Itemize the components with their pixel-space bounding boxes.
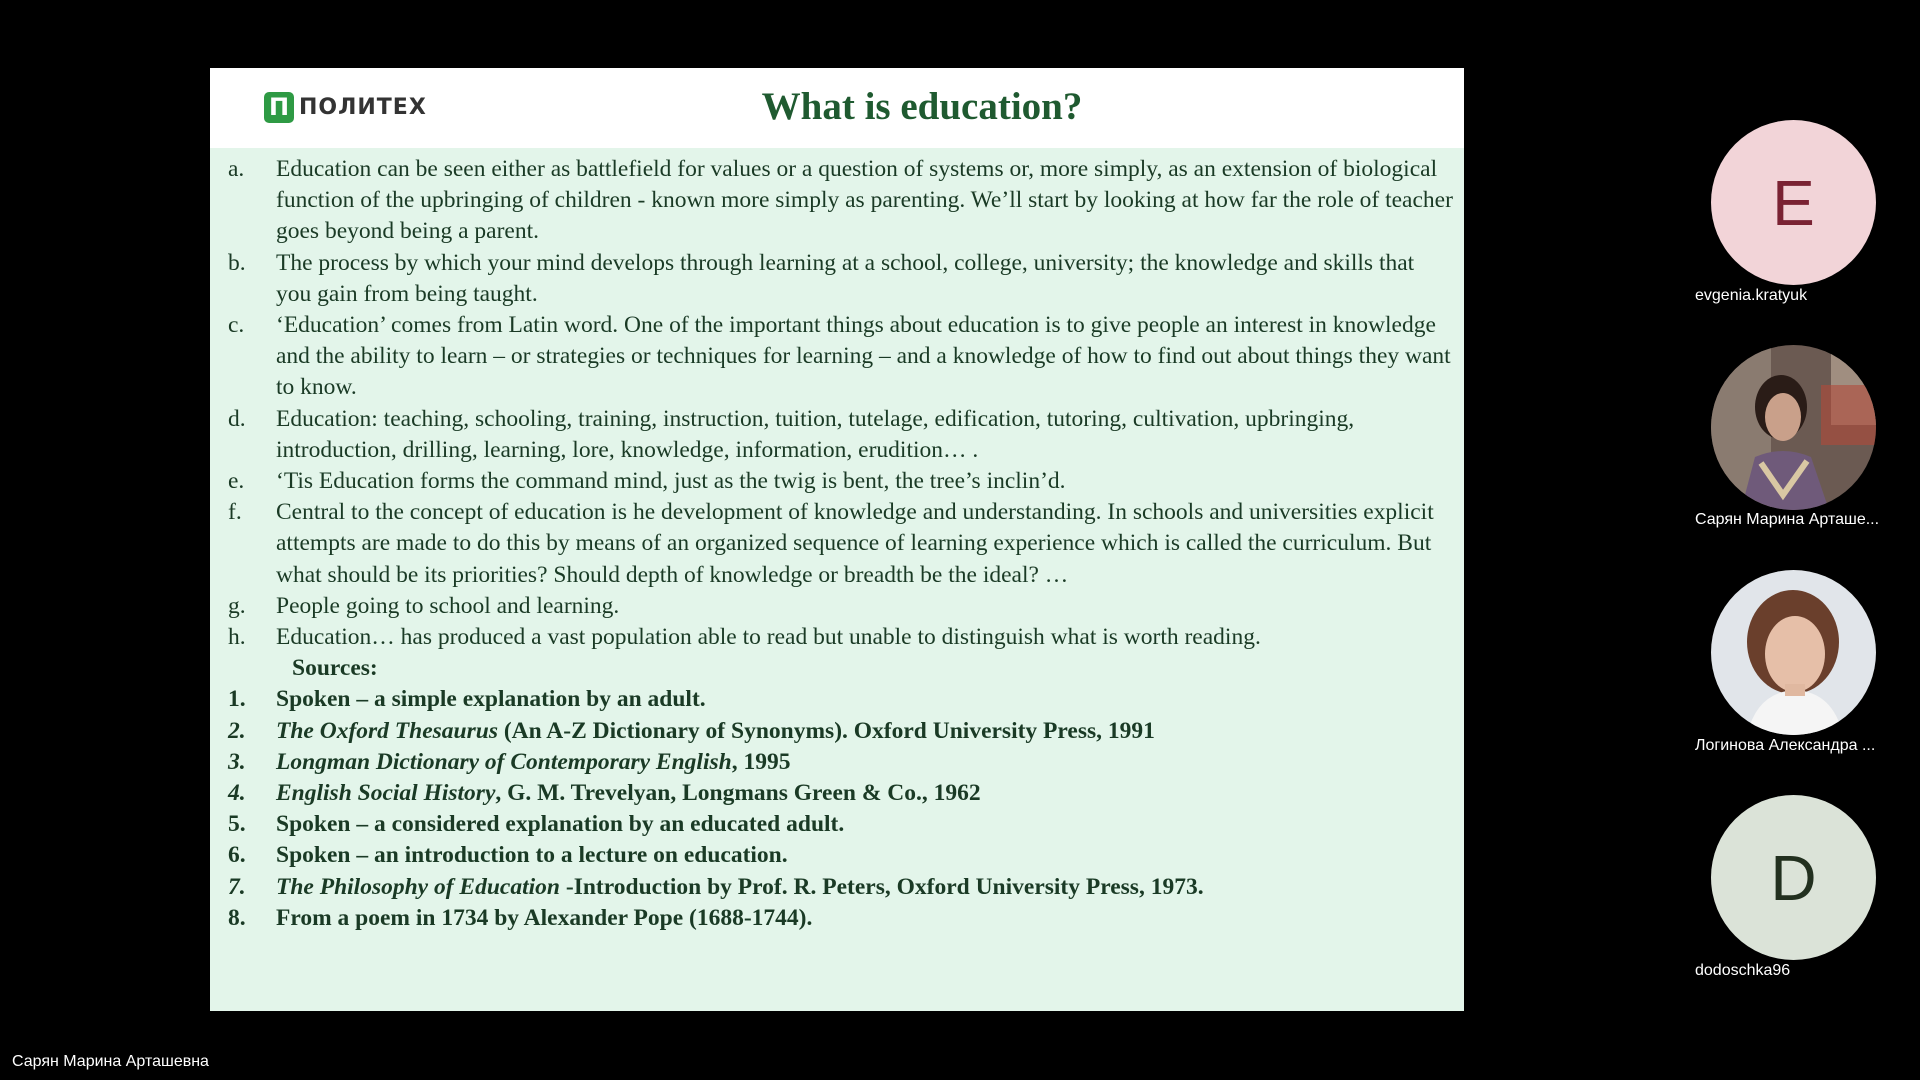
source-text — [276, 903, 1453, 934]
source-item — [228, 840, 1453, 871]
participant-name: Логинова Александра ... — [1695, 737, 1876, 754]
list-marker: e. — [228, 468, 245, 495]
source-detail: Spoken – an introduction to a lecture on education. — [276, 842, 788, 869]
list-marker: h. — [228, 624, 246, 651]
logo-text: ПОЛИТЕХ — [299, 95, 427, 120]
sources-heading: Sources: — [292, 655, 378, 682]
source-marker: 3. — [228, 748, 246, 775]
participant-initial: E — [1711, 120, 1876, 285]
list-item — [228, 248, 1453, 310]
polytech-logo-icon: П — [264, 92, 294, 123]
participant-video — [1711, 570, 1876, 735]
source-item — [228, 809, 1453, 840]
list-item — [228, 310, 1453, 404]
source-title: Longman Dictionary of Contemporary English — [276, 748, 732, 775]
participant-name: evgenia.kratyuk — [1695, 287, 1808, 304]
participant-name: Сарян Марина Арташе... — [1695, 511, 1880, 528]
list-item — [228, 622, 1453, 653]
participant-video — [1711, 345, 1876, 510]
source-text — [276, 684, 1453, 715]
source-item — [228, 903, 1453, 934]
list-item — [228, 404, 1453, 466]
sources-heading-row — [228, 653, 1453, 684]
source-item — [228, 716, 1453, 747]
list-text: People going to school and learning. — [276, 592, 620, 619]
source-title: The Oxford Thesaurus — [276, 717, 498, 744]
list-marker: b. — [228, 249, 246, 276]
shared-slide — [210, 68, 1464, 1011]
source-title: English Social History — [276, 780, 496, 807]
source-marker: 1. — [228, 686, 246, 713]
list-marker: g. — [228, 592, 246, 619]
source-detail: , 1995 — [731, 748, 791, 775]
source-detail: -Introduction by Prof. R. Peters, Oxford University Press, 1973. — [560, 873, 1204, 900]
list-text: Education: teaching, schooling, training, instruction, tuition, tutelage, edification, tutoring, cultivation, upbringing, introduction, drilling, learning, lore, knowledge, information, erudition… . — [276, 405, 1355, 463]
source-text — [276, 747, 1453, 778]
list-text: The process by which your mind develops through learning at a school, college, university; the knowledge and skills that you gain from being taught. — [276, 249, 1415, 307]
participant-initial: D — [1711, 795, 1876, 960]
list-item — [228, 466, 1453, 497]
participant-tile-evgenia[interactable] — [1711, 120, 1876, 285]
list-text: Education… has produced a vast population able to read but unable to distinguish what is worth reading. — [276, 624, 1261, 651]
source-detail: Spoken – a simple explanation by an adult. — [276, 686, 706, 713]
source-text — [276, 809, 1453, 840]
source-marker: 5. — [228, 811, 246, 838]
list-marker: d. — [228, 405, 246, 432]
source-text — [276, 840, 1453, 871]
source-item — [228, 778, 1453, 809]
source-detail: From a poem in 1734 by Alexander Pope (1688-1744). — [276, 904, 813, 931]
list-item — [228, 154, 1453, 248]
list-text: Education can be seen either as battlefield for values or a question of systems or, more simply, as an extension of biological function of the upbringing of children - known more simply as parenting. We’ll start by looking at how far the role of teacher goes beyond being a parent. — [276, 156, 1453, 245]
source-detail: , G. M. Trevelyan, Longmans Green & Co., 1962 — [495, 780, 981, 807]
list-item — [228, 591, 1453, 622]
source-item — [228, 684, 1453, 715]
definitions-list — [228, 154, 1453, 934]
list-marker: a. — [228, 156, 245, 182]
list-text: ‘Tis Education forms the command mind, just as the twig is bent, the tree’s inclin’d. — [276, 468, 1066, 495]
source-marker: 2. — [228, 717, 246, 744]
source-detail: (An A-Z Dictionary of Synonyms). Oxford University Press, 1991 — [497, 717, 1155, 744]
source-text — [276, 716, 1453, 747]
participant-tile-dodoschka[interactable] — [1711, 795, 1876, 960]
source-text — [276, 778, 1453, 809]
participant-tile-loginova[interactable] — [1711, 570, 1876, 735]
source-marker: 6. — [228, 842, 246, 869]
source-detail: Spoken – a considered explanation by an educated adult. — [276, 811, 845, 838]
list-text: Central to the concept of education is he development of knowledge and understanding. In schools and universities explicit attempts are made to do this by means of an organized sequence of learning experience which is called the curriculum. But what should be its priorities? Should depth of knowledge or breadth be the ideal? … — [276, 499, 1434, 588]
slide-title: What is education? — [761, 85, 1083, 128]
active-speaker-label: Сарян Марина Арташевна — [12, 1053, 209, 1070]
list-text: ‘Education’ comes from Latin word. One of the important things about education is to give people an interest in knowledge and the ability to learn – or strategies or techniques for learning – and a knowledge of how to find out about things they want to know. — [276, 312, 1451, 401]
participant-tile-saryan[interactable] — [1711, 345, 1876, 510]
source-text — [276, 872, 1453, 903]
source-item — [228, 872, 1453, 903]
list-marker: c. — [228, 312, 245, 339]
list-marker: f. — [228, 499, 242, 526]
list-item — [228, 497, 1453, 591]
source-marker: 4. — [228, 780, 246, 807]
source-title: The Philosophy of Education — [276, 873, 560, 900]
slide-header — [210, 68, 1464, 148]
source-marker: 7. — [228, 873, 246, 900]
source-marker: 8. — [228, 904, 246, 931]
participant-name: dodoschka96 — [1695, 962, 1791, 979]
source-item — [228, 747, 1453, 778]
